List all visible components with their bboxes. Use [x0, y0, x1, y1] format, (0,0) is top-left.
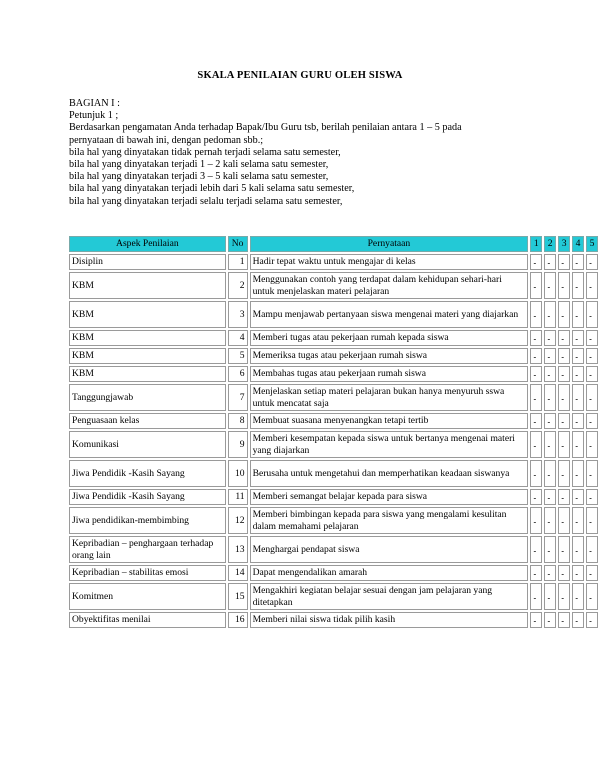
score-cell-1[interactable]: ..	[530, 330, 542, 346]
cell-pernyataan: Menjelaskan setiap materi pelajaran bukan hanya menyuruh sswa untuk mencatat saja	[250, 384, 529, 411]
score-cell-5[interactable]: ..	[586, 612, 598, 628]
table-row	[69, 583, 598, 610]
score-cell-5[interactable]: ..	[586, 536, 598, 563]
header-scale-4: 4	[572, 236, 584, 252]
score-cell-2[interactable]: ..	[544, 489, 556, 505]
header-scale-2: 2	[544, 236, 556, 252]
cell-pernyataan: Memberi bimbingan kepada para siswa yang mengalami kesulitan dalam memahami pelajaran	[250, 507, 529, 534]
table-row	[69, 536, 598, 563]
score-cell-2[interactable]: ..	[544, 254, 556, 270]
cell-aspek: Kepribadian – penghargaan terhadap orang lain	[69, 536, 226, 563]
score-cell-4[interactable]: ..	[572, 413, 584, 429]
table-row	[69, 272, 598, 299]
score-cell-3[interactable]: ..	[558, 366, 570, 382]
table-header-row	[69, 236, 598, 252]
score-cell-3[interactable]: ..	[558, 489, 570, 505]
score-cell-5[interactable]: ..	[586, 583, 598, 610]
score-cell-4[interactable]: ..	[572, 366, 584, 382]
cell-aspek: Jiwa Pendidik -Kasih Sayang	[69, 460, 226, 487]
cell-no: 14	[228, 565, 248, 581]
cell-aspek: Komitmen	[69, 583, 226, 610]
table-row	[69, 330, 598, 346]
document-title: SKALA PENILAIAN GURU OLEH SISWA	[197, 70, 403, 81]
header-scale-5: 5	[586, 236, 598, 252]
instructions-block	[69, 98, 549, 208]
score-cell-4[interactable]: ..	[572, 431, 584, 458]
score-cell-3[interactable]: ..	[558, 254, 570, 270]
score-cell-2[interactable]: ..	[544, 536, 556, 563]
cell-no: 4	[228, 330, 248, 346]
header-no: No	[228, 236, 248, 252]
cell-pernyataan: Mampu menjawab pertanyaan siswa mengenai materi yang diajarkan	[250, 301, 529, 328]
cell-aspek: KBM	[69, 348, 226, 364]
cell-no: 13	[228, 536, 248, 563]
cell-aspek: KBM	[69, 301, 226, 328]
score-cell-1[interactable]: ..	[530, 583, 542, 610]
cell-no: 7	[228, 384, 248, 411]
score-cell-1[interactable]: ..	[530, 254, 542, 270]
instruction-line: bila hal yang dinyatakan terjadi 3 – 5 kali selama satu semester,	[69, 171, 329, 183]
score-cell-4[interactable]: ..	[572, 583, 584, 610]
score-cell-1[interactable]: ..	[530, 489, 542, 505]
cell-pernyataan: Mengakhiri kegiatan belajar sesuai dengan jam pelajaran yang ditetapkan	[250, 583, 529, 610]
score-cell-1[interactable]: ..	[530, 536, 542, 563]
score-cell-5[interactable]: ..	[586, 366, 598, 382]
cell-no: 15	[228, 583, 248, 610]
cell-aspek: Tanggungjawab	[69, 384, 226, 411]
table-row	[69, 431, 598, 458]
score-cell-3[interactable]: ..	[558, 536, 570, 563]
score-cell-3[interactable]: ..	[558, 301, 570, 328]
score-cell-2[interactable]: ..	[544, 431, 556, 458]
part-heading: BAGIAN I :	[69, 98, 120, 109]
score-cell-2[interactable]: ..	[544, 612, 556, 628]
cell-no: 1	[228, 254, 248, 270]
cell-aspek: Jiwa Pendidik -Kasih Sayang	[69, 489, 226, 505]
instruction-line: bila hal yang dinyatakan terjadi lebih dari 5 kali selama satu semester,	[69, 183, 355, 195]
score-cell-1[interactable]: ..	[530, 272, 542, 299]
instruction-line: bila hal yang dinyatakan tidak pernah terjadi selama satu semester,	[69, 146, 341, 158]
cell-pernyataan: Menghargai pendapat siswa	[250, 536, 529, 563]
score-cell-1[interactable]: ..	[530, 348, 542, 364]
score-cell-3[interactable]: ..	[558, 431, 570, 458]
table-row	[69, 301, 598, 328]
cell-no: 9	[228, 431, 248, 458]
header-scale-3: 3	[558, 236, 570, 252]
cell-pernyataan: Memeriksa tugas atau pekerjaan rumah siswa	[250, 348, 529, 364]
table-row	[69, 254, 598, 270]
instruction-line: Berdasarkan pengamatan Anda terhadap Bapak/Ibu Guru tsb, berilah penilaian antara 1 – 5 pada	[69, 122, 462, 134]
score-cell-1[interactable]: ..	[530, 612, 542, 628]
table-row	[69, 348, 598, 364]
cell-no: 8	[228, 413, 248, 429]
score-cell-1[interactable]: ..	[530, 384, 542, 411]
score-cell-2[interactable]: ..	[544, 366, 556, 382]
score-cell-3[interactable]: ..	[558, 507, 570, 534]
cell-no: 10	[228, 460, 248, 487]
cell-pernyataan: Menggunakan contoh yang terdapat dalam kehidupan sehari-hari untuk menjelaskan materi pelajaran	[250, 272, 529, 299]
score-cell-2[interactable]: ..	[544, 348, 556, 364]
cell-pernyataan: Berusaha untuk mengetahui dan memperhatikan keadaan siswanya	[250, 460, 529, 487]
score-cell-1[interactable]: ..	[530, 565, 542, 581]
instruction-line: pernyataan di bawah ini, dengan pedoman sbb.;	[69, 134, 264, 146]
score-cell-5[interactable]: ..	[586, 565, 598, 581]
score-cell-4[interactable]: ..	[572, 348, 584, 364]
score-cell-3[interactable]: ..	[558, 583, 570, 610]
cell-aspek: KBM	[69, 366, 226, 382]
cell-no: 6	[228, 366, 248, 382]
score-cell-4[interactable]: ..	[572, 301, 584, 328]
instruction-label: Petunjuk 1 ;	[69, 110, 119, 122]
score-cell-5[interactable]: ..	[586, 431, 598, 458]
score-cell-2[interactable]: ..	[544, 565, 556, 581]
cell-no: 2	[228, 272, 248, 299]
score-cell-2[interactable]: ..	[544, 413, 556, 429]
cell-pernyataan: Membuat suasana menyenangkan tetapi tertib	[250, 413, 529, 429]
score-cell-3[interactable]: ..	[558, 272, 570, 299]
score-cell-5[interactable]: ..	[586, 348, 598, 364]
score-cell-3[interactable]: ..	[558, 565, 570, 581]
cell-pernyataan: Hadir tepat waktu untuk mengajar di kelas	[250, 254, 529, 270]
instruction-line: bila hal yang dinyatakan terjadi 1 – 2 kali selama satu semester,	[69, 159, 329, 171]
score-cell-5[interactable]: ..	[586, 460, 598, 487]
score-cell-4[interactable]: ..	[572, 330, 584, 346]
score-cell-4[interactable]: ..	[572, 536, 584, 563]
score-cell-5[interactable]: ..	[586, 507, 598, 534]
score-cell-4[interactable]: ..	[572, 272, 584, 299]
cell-aspek: Penguasaan kelas	[69, 413, 226, 429]
score-cell-3[interactable]: ..	[558, 384, 570, 411]
cell-no: 12	[228, 507, 248, 534]
cell-aspek: Disiplin	[69, 254, 226, 270]
table-row	[69, 413, 598, 429]
table-row	[69, 507, 598, 534]
score-cell-3[interactable]: ..	[558, 612, 570, 628]
score-cell-5[interactable]: ..	[586, 384, 598, 411]
table-row	[69, 565, 598, 581]
cell-pernyataan: Memberi tugas atau pekerjaan rumah kepada siswa	[250, 330, 529, 346]
cell-pernyataan: Membahas tugas atau pekerjaan rumah siswa	[250, 366, 529, 382]
header-aspek: Aspek Penilaian	[69, 236, 226, 252]
score-cell-2[interactable]: ..	[544, 330, 556, 346]
score-cell-1[interactable]: ..	[530, 366, 542, 382]
score-cell-3[interactable]: ..	[558, 460, 570, 487]
score-cell-2[interactable]: ..	[544, 583, 556, 610]
score-cell-4[interactable]: ..	[572, 384, 584, 411]
cell-aspek: Komunikasi	[69, 431, 226, 458]
score-cell-2[interactable]: ..	[544, 272, 556, 299]
cell-pernyataan: Dapat mengendalikan amarah	[250, 565, 529, 581]
score-cell-5[interactable]: ..	[586, 272, 598, 299]
cell-aspek: KBM	[69, 272, 226, 299]
cell-aspek: Jiwa pendidikan-membimbing	[69, 507, 226, 534]
score-cell-4[interactable]: ..	[572, 565, 584, 581]
rating-table	[67, 234, 600, 630]
score-cell-4[interactable]: ..	[572, 254, 584, 270]
cell-no: 11	[228, 489, 248, 505]
score-cell-5[interactable]: ..	[586, 254, 598, 270]
cell-pernyataan: Memberi nilai siswa tidak pilih kasih	[250, 612, 529, 628]
cell-aspek: Obyektifitas menilai	[69, 612, 226, 628]
cell-pernyataan: Memberi kesempatan kepada siswa untuk bertanya mengenai materi yang diajarkan	[250, 431, 529, 458]
score-cell-1[interactable]: ..	[530, 413, 542, 429]
table-row	[69, 366, 598, 382]
table-row	[69, 612, 598, 628]
score-cell-1[interactable]: ..	[530, 507, 542, 534]
table-row	[69, 489, 598, 505]
score-cell-5[interactable]: ..	[586, 301, 598, 328]
table-row	[69, 460, 598, 487]
score-cell-2[interactable]: ..	[544, 460, 556, 487]
score-cell-2[interactable]: ..	[544, 301, 556, 328]
score-cell-3[interactable]: ..	[558, 330, 570, 346]
header-pernyataan: Pernyataan	[250, 236, 529, 252]
instruction-line: bila hal yang dinyatakan terjadi selalu terjadi selama satu semester,	[69, 195, 343, 207]
score-cell-5[interactable]: ..	[586, 330, 598, 346]
cell-no: 5	[228, 348, 248, 364]
cell-aspek: Kepribadian – stabilitas emosi	[69, 565, 226, 581]
score-cell-1[interactable]: ..	[530, 431, 542, 458]
score-cell-3[interactable]: ..	[558, 348, 570, 364]
cell-aspek: KBM	[69, 330, 226, 346]
score-cell-1[interactable]: ..	[530, 301, 542, 328]
table-row	[69, 384, 598, 411]
score-cell-2[interactable]: ..	[544, 507, 556, 534]
score-cell-4[interactable]: ..	[572, 460, 584, 487]
score-cell-1[interactable]: ..	[530, 460, 542, 487]
score-cell-5[interactable]: ..	[586, 489, 598, 505]
cell-no: 16	[228, 612, 248, 628]
header-scale-1: 1	[530, 236, 542, 252]
score-cell-4[interactable]: ..	[572, 612, 584, 628]
score-cell-2[interactable]: ..	[544, 384, 556, 411]
score-cell-4[interactable]: ..	[572, 507, 584, 534]
cell-no: 3	[228, 301, 248, 328]
score-cell-3[interactable]: ..	[558, 413, 570, 429]
score-cell-4[interactable]: ..	[572, 489, 584, 505]
score-cell-5[interactable]: ..	[586, 413, 598, 429]
cell-pernyataan: Memberi semangat belajar kepada para siswa	[250, 489, 529, 505]
